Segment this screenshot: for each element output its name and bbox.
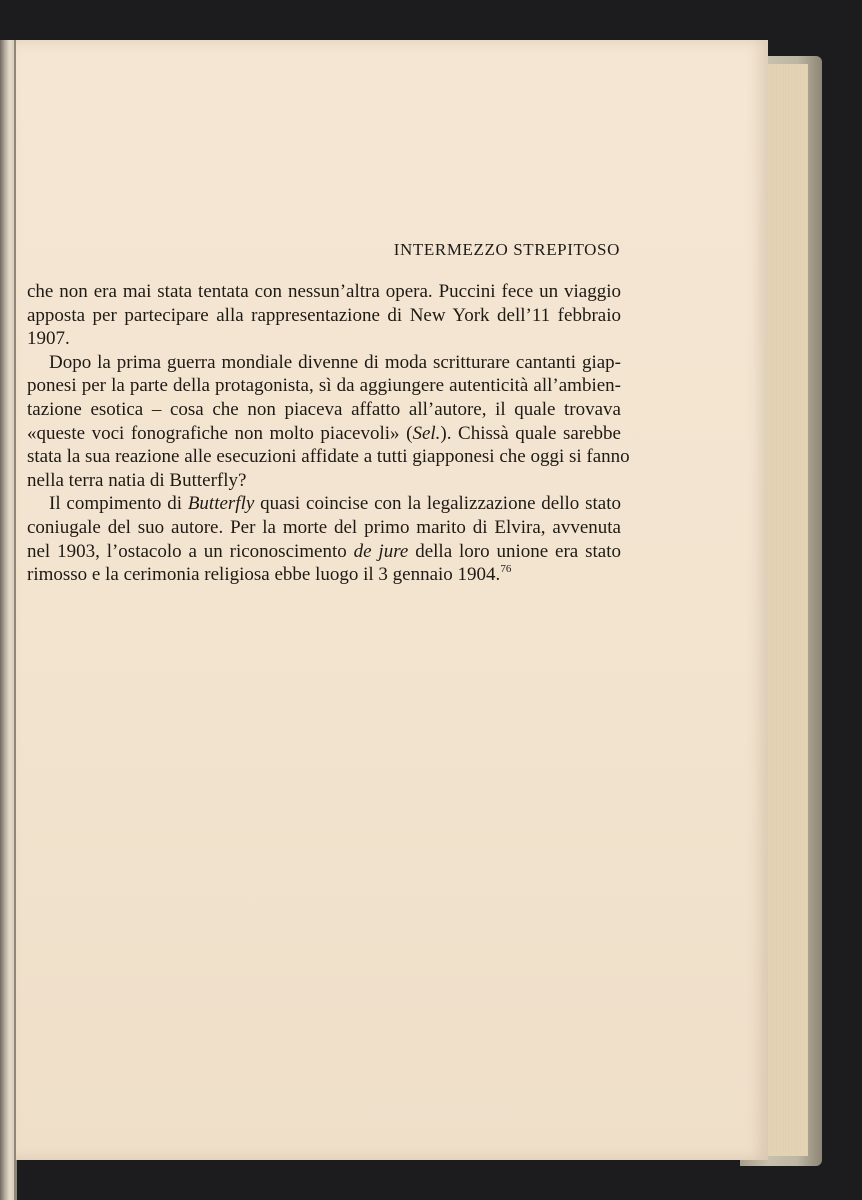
text-segment: rimosso e la cerimonia religiosa ebbe luogo il 3 gennaio 1904. [27,564,501,586]
text-line [27,540,621,564]
italic-title: Butterfly [187,493,255,515]
text-segment: quasi coincise con la legalizzazione dello stato [254,493,621,515]
text-line: apposta per partecipare alla rappresentazione di New York dell’11 febbraio [27,304,621,326]
text-line: stata la sua reazione alle esecuzioni affidate a tutti giapponesi che oggi si fanno [27,446,630,468]
text-line: coniugale del suo autore. Per la morte del primo marito di Elvira, avvenuta [27,516,621,538]
body-text [27,280,630,587]
facing-page-edge [0,40,14,1200]
text-line [27,422,621,446]
text-line [27,492,621,516]
book-page [16,40,768,1160]
text-line: che non era mai stata tentata con nessun’altra opera. Puccini fece un viaggio [27,281,621,302]
text-segment: ). Chissà quale sarebbe [440,422,621,444]
running-head: INTERMEZZO STREPITOSO [393,240,620,259]
italic-phrase: de jure [353,540,409,562]
text-line: nella terra natia di Butterfly? [27,469,247,491]
text-line: ponesi per la parte della protagonista, sì da aggiungere autenticità all’ambien- [27,375,621,397]
italic-citation: Sel. [412,422,441,444]
footnote-marker: 76 [500,563,512,576]
text-line [27,563,621,587]
text-segment: nel 1903, l’ostacolo a un riconoscimento [27,540,354,562]
text-segment: della loro unione era stato [408,540,621,562]
text-line: Dopo la prima guerra mondiale divenne di moda scritturare cantanti giap- [49,351,621,373]
text-segment: «queste voci fonografiche non molto piacevoli» ( [27,422,413,444]
text-line: 1907. [27,328,70,350]
text-segment: Il compimento di [49,493,188,515]
text-line: tazione esotica – cosa che non piaceva affatto all’autore, il quale trovava [27,398,621,420]
